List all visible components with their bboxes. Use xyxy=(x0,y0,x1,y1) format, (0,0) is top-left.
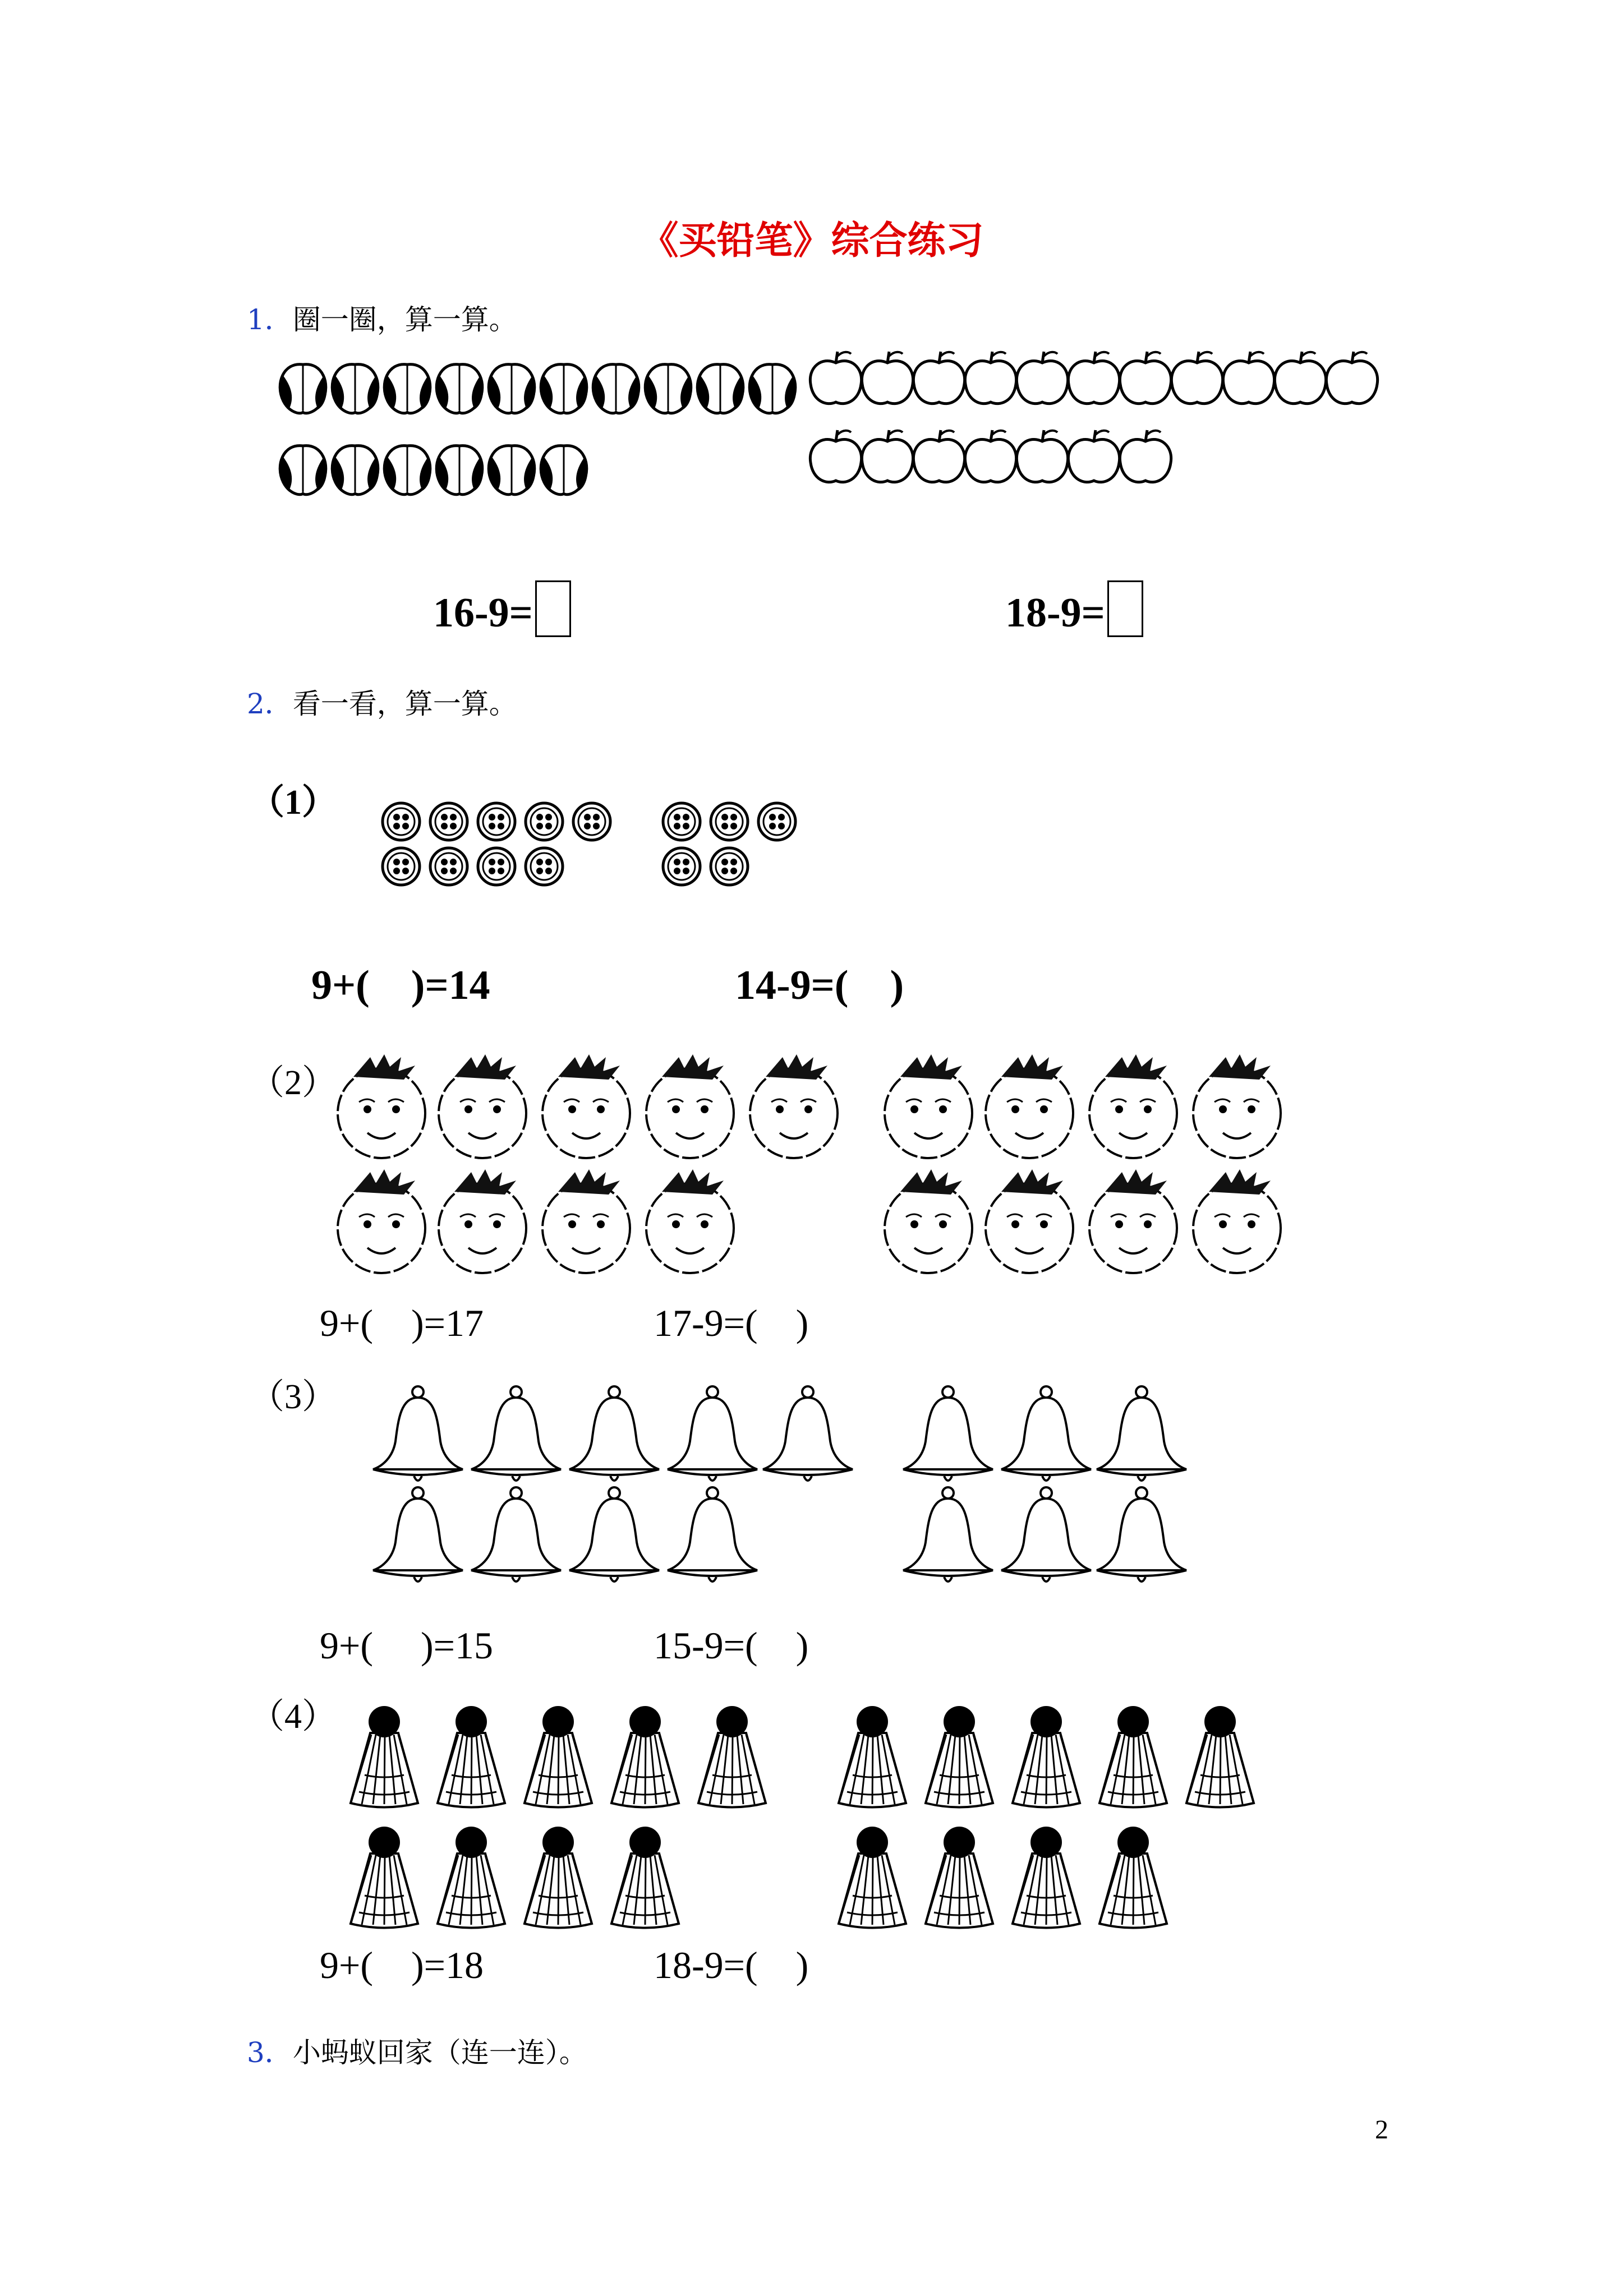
shuttlecock-icon xyxy=(438,1706,505,1808)
shuttlecock-icon xyxy=(438,1827,505,1928)
face-icon xyxy=(986,1054,1073,1158)
bell-icon xyxy=(1001,1386,1091,1481)
button-icon xyxy=(663,803,700,840)
shuttlecock-icon xyxy=(351,1827,418,1928)
bell-icon xyxy=(471,1487,561,1582)
peach-icon xyxy=(489,446,535,495)
face-icon xyxy=(439,1054,526,1158)
peach-icon xyxy=(749,365,796,413)
peach-icon xyxy=(436,365,483,413)
bell-icon xyxy=(903,1487,993,1582)
button-icon xyxy=(430,848,467,885)
face-icon xyxy=(1193,1169,1281,1273)
bell-icon xyxy=(373,1386,463,1481)
question-text: 小蚂蚁回家（连一连）。 xyxy=(292,2036,587,2069)
button-icon xyxy=(711,803,748,840)
equation-p4-a[interactable]: 9+( )=18 xyxy=(320,1944,484,1986)
bell-icon xyxy=(373,1487,463,1582)
peach-icon xyxy=(384,446,431,495)
peach-icon xyxy=(280,446,326,495)
equation-18-9: 18-9= xyxy=(984,533,1143,637)
apple-icon xyxy=(810,352,861,404)
shuttlecock-icon xyxy=(839,1827,906,1928)
question-number: 2． xyxy=(247,688,293,720)
apple-icon xyxy=(862,352,913,404)
face-icon xyxy=(1193,1054,1281,1158)
apple-icon xyxy=(1223,352,1274,404)
answer-box[interactable] xyxy=(535,580,571,637)
equation-p1-b[interactable]: 14-9=( ) xyxy=(735,962,904,1008)
part-label-1: （1） xyxy=(250,783,337,822)
face-icon xyxy=(338,1169,425,1273)
shuttlecock-icon xyxy=(926,1706,993,1808)
peach-icon xyxy=(541,446,587,495)
part-label-2: （2） xyxy=(250,1064,337,1102)
question-2 xyxy=(247,681,517,722)
bell-icon xyxy=(668,1386,757,1481)
equation-p2-a[interactable]: 9+( )=17 xyxy=(320,1302,484,1344)
bell-icon xyxy=(668,1487,757,1582)
face-icon xyxy=(1089,1169,1177,1273)
question-text: 看一看，算一算。 xyxy=(292,688,517,720)
peach-icon xyxy=(332,365,379,413)
equation-16-9: 16-9= xyxy=(412,533,571,637)
bell-icon xyxy=(763,1386,853,1481)
apple-icon xyxy=(965,430,1016,482)
apple-icon xyxy=(1275,352,1326,404)
button-icon xyxy=(478,803,515,840)
bell-icon xyxy=(1097,1386,1186,1481)
shuttlecock-icon xyxy=(839,1706,906,1808)
bell-icon xyxy=(1001,1487,1091,1582)
peach-icon xyxy=(436,446,483,495)
bell-icon xyxy=(569,1386,659,1481)
answer-box[interactable] xyxy=(1107,580,1143,637)
question-number: 3． xyxy=(247,2036,293,2069)
button-icon xyxy=(383,803,420,840)
bell-icon xyxy=(569,1487,659,1582)
face-icon xyxy=(646,1169,734,1273)
question-text: 圈一圈，算一算。 xyxy=(292,303,517,336)
bell-icon xyxy=(903,1386,993,1481)
shuttlecock-icon xyxy=(1186,1706,1254,1808)
peach-icon xyxy=(697,365,744,413)
equation-p3-b[interactable]: 15-9=( ) xyxy=(654,1624,809,1667)
apple-icon xyxy=(913,352,964,404)
face-icon xyxy=(439,1169,526,1273)
face-icon xyxy=(338,1054,425,1158)
shuttlecock-icon xyxy=(1013,1827,1080,1928)
apple-icon xyxy=(1120,352,1171,404)
apple-icon xyxy=(810,430,861,482)
button-icon xyxy=(478,848,515,885)
equation-p4-b[interactable]: 18-9=( ) xyxy=(654,1944,809,1986)
button-icon xyxy=(526,803,563,840)
shuttlecock-icon xyxy=(611,1706,679,1808)
shuttlecock-icon xyxy=(351,1706,418,1808)
peach-icon xyxy=(384,365,431,413)
shuttlecock-icon xyxy=(525,1827,592,1928)
apple-icon xyxy=(1171,352,1222,404)
face-icon xyxy=(885,1169,972,1273)
peach-icon xyxy=(541,365,587,413)
shuttlecock-icon xyxy=(1099,1706,1167,1808)
equation-p3-a[interactable]: 9+( )=15 xyxy=(320,1624,493,1667)
bell-icon xyxy=(1097,1487,1186,1582)
button-icon xyxy=(758,803,795,840)
face-icon xyxy=(542,1054,630,1158)
apple-icon xyxy=(1016,430,1068,482)
face-icon xyxy=(646,1054,734,1158)
face-icon xyxy=(1089,1054,1177,1158)
equation-p2-b[interactable]: 17-9=( ) xyxy=(654,1302,809,1344)
button-icon xyxy=(711,848,748,885)
shuttlecock-icon xyxy=(698,1706,766,1808)
shuttlecock-icon xyxy=(1099,1827,1167,1928)
peach-icon xyxy=(280,365,326,413)
apple-icon xyxy=(1068,430,1119,482)
question-3 xyxy=(247,2030,587,2071)
shuttlecock-icon xyxy=(926,1827,993,1928)
shuttlecock-icon xyxy=(611,1827,679,1928)
peach-icon xyxy=(593,365,640,413)
part-label-4: （4） xyxy=(250,1698,337,1736)
shuttlecock-icon xyxy=(1013,1706,1080,1808)
button-icon xyxy=(663,848,700,885)
button-icon xyxy=(430,803,467,840)
face-icon xyxy=(885,1054,972,1158)
question-number: 1． xyxy=(247,303,293,336)
page-title: 《买铅笔》综合练习 xyxy=(640,218,984,263)
shuttlecock-icon xyxy=(525,1706,592,1808)
equation-p1-a[interactable]: 9+( )=14 xyxy=(311,962,490,1008)
bell-icon xyxy=(471,1386,561,1481)
apple-icon xyxy=(965,352,1016,404)
peach-icon xyxy=(645,365,692,413)
button-icon xyxy=(383,848,420,885)
apple-icon xyxy=(1120,430,1171,482)
button-icon xyxy=(526,848,563,885)
page-number: 2 xyxy=(1375,2115,1388,2145)
face-icon xyxy=(986,1169,1073,1273)
apple-icon xyxy=(1016,352,1068,404)
face-icon xyxy=(542,1169,630,1273)
apple-icon xyxy=(862,430,913,482)
peach-icon xyxy=(332,446,379,495)
apple-icon xyxy=(913,430,964,482)
part-label-3: （3） xyxy=(250,1378,337,1416)
face-icon xyxy=(750,1054,838,1158)
apple-icon xyxy=(1068,352,1119,404)
peach-icon xyxy=(489,365,535,413)
apple-icon xyxy=(1326,352,1377,404)
button-icon xyxy=(573,803,610,840)
